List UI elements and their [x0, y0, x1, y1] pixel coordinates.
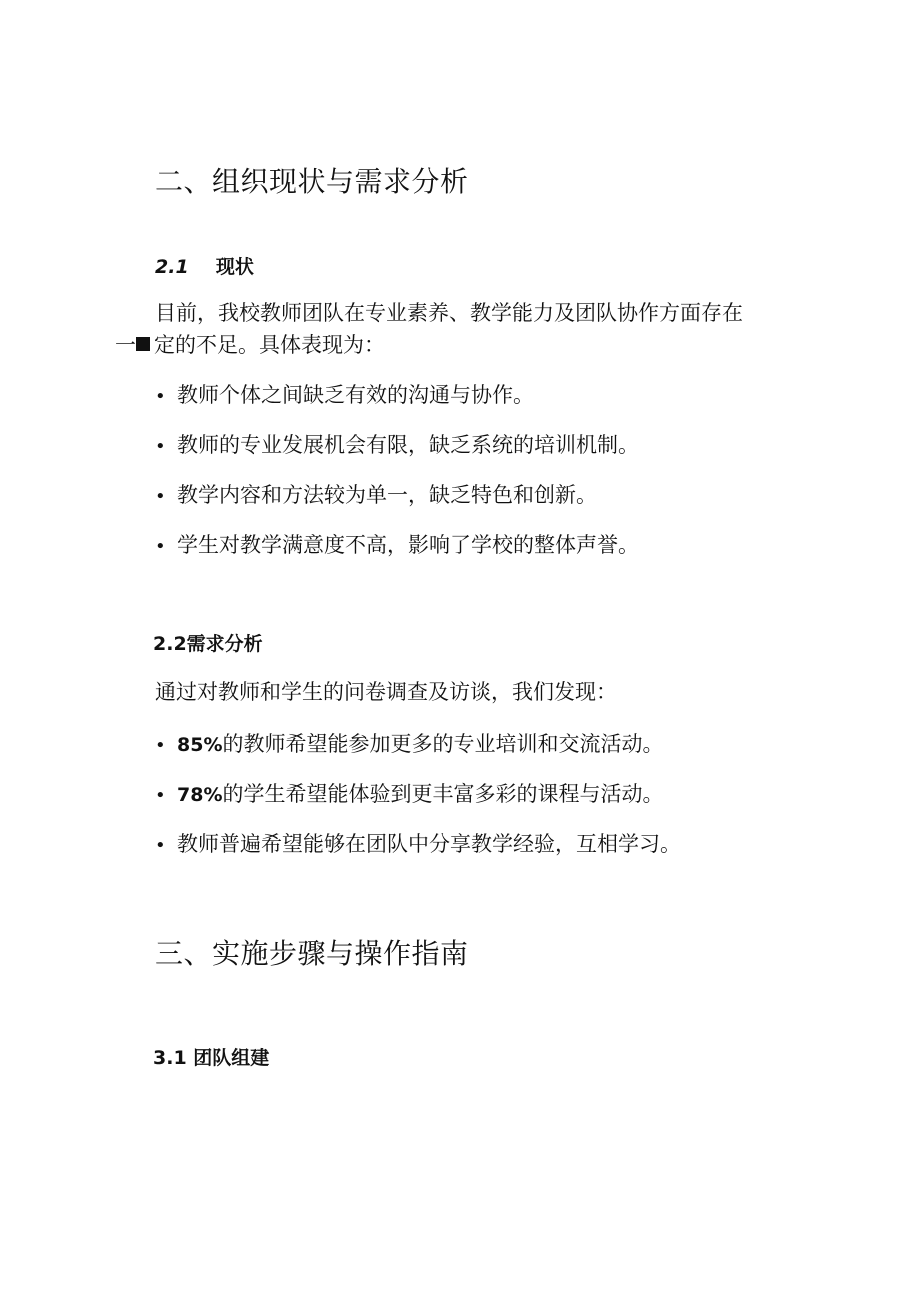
status-bullet-2 [155, 429, 639, 459]
bullet-dot-icon: • [155, 386, 166, 407]
subsection-2-1-title: 现状 [215, 256, 254, 278]
subsection-3-1-heading: 3.1 团队组建 [153, 1047, 270, 1069]
needs-bullet-percent: 85% [177, 734, 223, 756]
status-bullet-text: 教师的专业发展机会有限，缺乏系统的培训机制。 [177, 433, 639, 457]
needs-bullet-percent: 78% [177, 784, 223, 806]
subsection-2-2-heading: 2.2需求分析 [153, 633, 263, 655]
status-paragraph-prefix: 一 [115, 333, 136, 357]
section-3-heading: 三、实施步骤与操作指南 [155, 937, 469, 970]
needs-bullet-text: 的教师希望能参加更多的专业培训和交流活动。 [222, 732, 664, 756]
status-bullet-3 [155, 479, 597, 509]
status-bullet-4 [155, 529, 639, 559]
subsection-2-1-number: 2.1 [155, 256, 189, 278]
bullet-dot-icon: • [155, 735, 166, 756]
bullet-dot-icon: • [155, 436, 166, 457]
status-bullet-text: 学生对教学满意度不高，影响了学校的整体声誉。 [177, 533, 639, 557]
status-bullet-text: 教学内容和方法较为单一，缺乏特色和创新。 [177, 483, 597, 507]
bullet-dot-icon: • [155, 486, 166, 507]
needs-bullet-text: 的学生希望能体验到更丰富多彩的课程与活动。 [222, 782, 664, 806]
bullet-dot-icon: • [155, 785, 166, 806]
status-bullet-text: 教师个体之间缺乏有效的沟通与协作。 [177, 383, 534, 407]
needs-bullet-3 [155, 828, 681, 858]
needs-intro-paragraph: 通过对教师和学生的问卷调查及访谈，我们发现： [155, 680, 617, 704]
status-bullet-1 [155, 379, 534, 409]
redaction-square-icon [136, 337, 150, 351]
bullet-dot-icon: • [155, 835, 166, 856]
status-paragraph-text: 定的不足。具体表现为： [154, 333, 385, 357]
needs-bullet-text: 教师普遍希望能够在团队中分享教学经验，互相学习。 [177, 832, 681, 856]
section-2-heading: 二、组织现状与需求分析 [155, 165, 469, 198]
needs-bullet-1 [155, 728, 663, 758]
needs-bullet-2 [155, 778, 663, 808]
status-paragraph-line-2 [115, 329, 385, 361]
status-paragraph-line-1: 目前，我校教师团队在专业素养、教学能力及团队协作方面存在 [155, 301, 743, 325]
bullet-dot-icon: • [155, 536, 166, 557]
subsection-2-1-heading [155, 252, 254, 279]
